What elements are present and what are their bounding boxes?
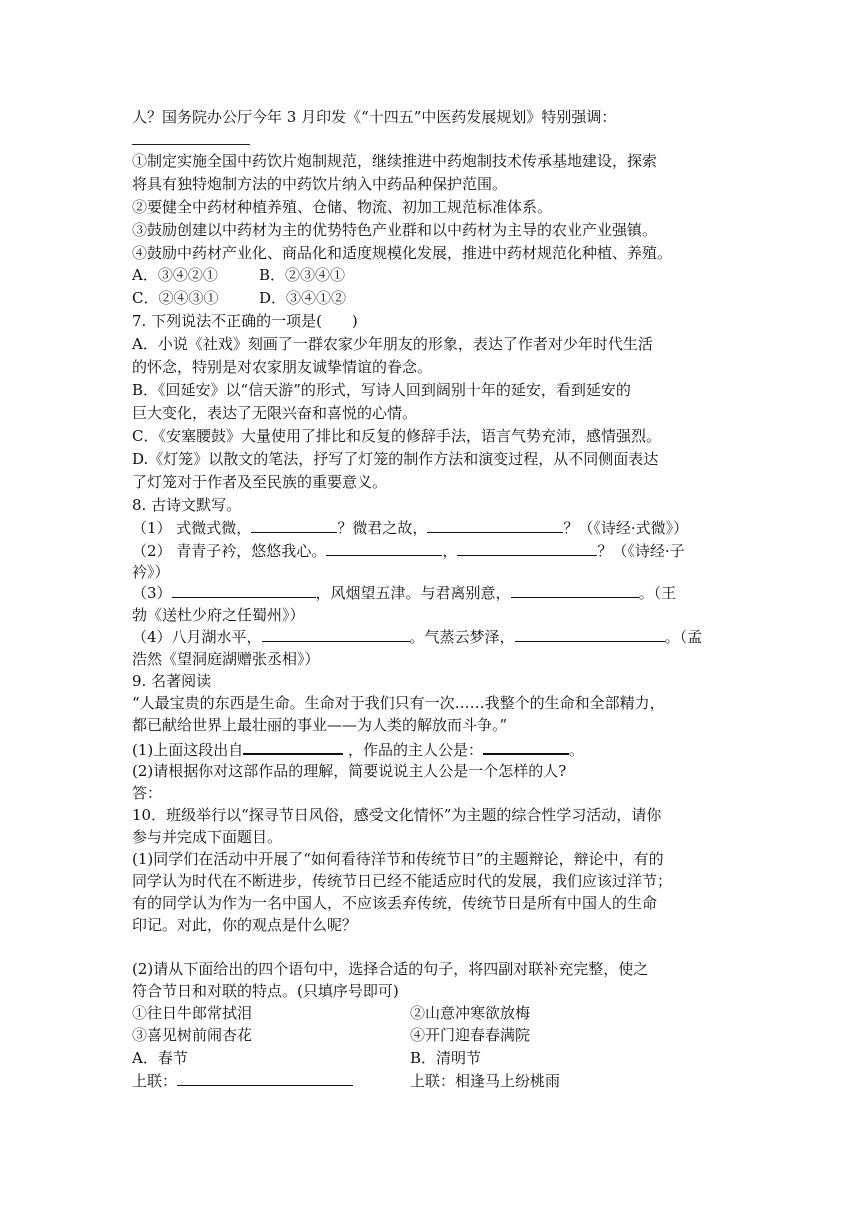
q8-line-4-cont: 浩然《望洞庭湖赠张丞相》）: [132, 650, 320, 668]
q9-quote: “人最宝贵的东西是生命。生命对于我们只有一次……我整个的生命和全部精力，: [132, 694, 665, 712]
intro-line: 人？国务院办公厅今年 3 月印发《“十四五”中医药发展规划》特别强调：: [132, 108, 617, 126]
q8-line-1: （1） 式微式微， ？微君之故， ？（《诗经·式微》）: [132, 519, 689, 537]
q7-line: D.《灯笼》以散文的笔法，抒写了灯笼的制作方法和演变过程，从不同侧面表达: [132, 450, 659, 468]
q7-stem: 7. 下列说法不正确的一项是( ): [132, 312, 358, 330]
q10-part-2: 符合节日和对联的特点。(只填序号即可): [132, 982, 399, 1000]
q6-option-a: A．③④②①: [132, 266, 218, 284]
q9-stem: 9. 名著阅读: [132, 672, 212, 690]
sentence-option: ③喜见树前闹杏花: [132, 1026, 253, 1044]
q10-part-2: (2)请从下面给出的四个语句中，选择合适的句子，将四副对联补充完整，使之: [132, 960, 649, 978]
q10-part-1: 同学认为时代在不断进步，传统节日已经不能适应时代的发展，我们应该过洋节；: [132, 872, 673, 890]
sentence-option: ①往日牛郎常拭泪: [132, 1004, 253, 1022]
divider-line: [132, 144, 250, 145]
q7-line: 巨大变化，表达了无限兴奋和喜悦的心情。: [132, 404, 418, 422]
sentence-option: ②山意冲寒欲放梅: [410, 1004, 531, 1022]
q6-item: ②要健全中药材种植养殖、仓储、物流、初加工规范标准体系。: [132, 198, 553, 216]
answer-blank[interactable]: [457, 540, 597, 556]
q7-line: 的怀念，特别是对农家朋友诚挚情谊的眷念。: [132, 358, 433, 376]
q6-option-d: D．③④①②: [259, 289, 347, 307]
q6-item: ③鼓励创建以中药材为主的优势特色产业群和以中药材为主导的农业产业强镇。: [132, 221, 658, 239]
sentence-option: ④开门迎春春满院: [410, 1026, 531, 1044]
q10-stem: 参与并完成下面题目。: [132, 828, 283, 846]
festival-b: B．清明节: [410, 1049, 482, 1067]
q7-line: C．《安塞腰鼓》大量使用了排比和反复的修辞手法，语言气势充沛，感情强烈。: [132, 427, 661, 445]
festival-a: A．春节: [132, 1049, 188, 1067]
q8-line-2: （2） 青青子衿，悠悠我心。 ， ？（《诗经·子: [132, 542, 685, 560]
q9-part-1: (1)上面这段出自 ，作品的主人公是： 。: [132, 738, 584, 761]
q9-quote: 都已献给世界上最壮丽的事业——为人类的解放而斗争。”: [132, 716, 508, 734]
q8-stem: 8. 古诗文默写。: [132, 496, 242, 514]
answer-blank[interactable]: [243, 738, 343, 755]
answer-blank[interactable]: [326, 540, 442, 556]
q10-part-1: 印记。对此，你的观点是什么呢？: [132, 916, 358, 934]
couplet-upper-b: 上联：相逢马上纷桃雨: [410, 1072, 561, 1090]
q10-stem: 10．班级举行以“探寻节日风俗，感受文化情怀”为主题的综合性学习活动，请你: [132, 806, 662, 824]
couplet-upper-a: 上联：: [132, 1070, 353, 1092]
answer-blank[interactable]: [427, 517, 563, 533]
q8-line-4: （4）八月湖水平， 。气蒸云梦泽， 。（孟: [132, 628, 703, 646]
q6-item: ①制定实施全国中药饮片炮制规范，继续推进中药炮制技术传承基地建设，探索: [132, 152, 658, 170]
q9-answer-label: 答：: [132, 784, 163, 802]
q7-line: B．《回延安》以“信天游”的形式，写诗人回到阔别十年的延安，看到延安的: [132, 381, 631, 399]
q8-line-2-cont: 衿》）: [132, 563, 170, 581]
answer-blank[interactable]: [172, 582, 316, 598]
q6-item: ④鼓励中药材产业化、商品化和适度规模化发展，推进中药材规范化种植、养殖。: [132, 244, 673, 262]
q6-option-c: C．②④③①: [132, 289, 219, 307]
q7-line: 了灯笼对于作者及至民族的重要意义。: [132, 473, 388, 491]
answer-blank[interactable]: [262, 626, 410, 642]
q10-part-1: (1)同学们在活动中开展了“如何看待洋节和传统节日”的主题辩论，辩论中，有的: [132, 850, 664, 868]
q7-line: A．小说《社戏》刻画了一群农家少年朋友的形象，表达了作者对少年时代生活: [132, 335, 653, 353]
answer-blank[interactable]: [177, 1070, 353, 1086]
q10-part-1: 有的同学认为作为一名中国人，不应该丢弃传统，传统节日是所有中国人的生命: [132, 894, 658, 912]
answer-blank[interactable]: [515, 626, 665, 642]
q6-option-b: B．②③④①: [259, 266, 346, 284]
answer-blank[interactable]: [483, 738, 569, 755]
q8-line-3-cont: 勃《送杜少府之任蜀州》）: [132, 606, 305, 624]
q8-line-3: （3） ，风烟望五津。与君离别意， 。（王: [132, 584, 677, 602]
answer-blank[interactable]: [511, 582, 639, 598]
answer-blank[interactable]: [251, 517, 337, 533]
q9-part-2: (2)请根据你对这部作品的理解，简要说说主人公是一个怎样的人?: [132, 762, 567, 780]
q6-item: 将具有独特炮制方法的中药饮片纳入中药品种保护范围。: [132, 175, 508, 193]
